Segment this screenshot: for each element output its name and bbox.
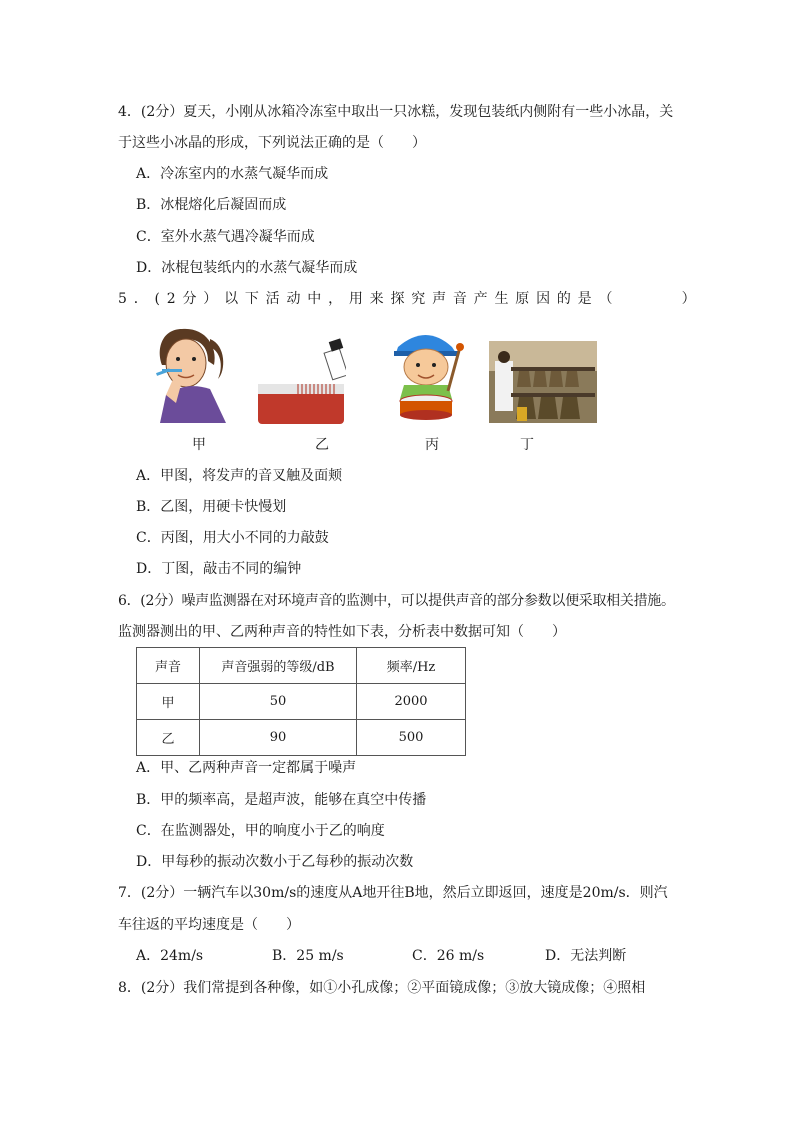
figure-comb-card xyxy=(256,338,346,428)
q6-stem-line1: 6．(2分）噪声监测器在对环境声音的监测中，可以提供声音的部分参数以便采取相关措施。 xyxy=(118,593,675,609)
q6-stem-line2: 监测器测出的甲、乙两种声音的特性如下表，分析表中数据可知（ ） xyxy=(118,624,566,640)
q5-option-b: B．乙图，用硬卡快慢划 xyxy=(136,499,287,515)
table-cell: 500 xyxy=(357,720,466,756)
q5-option-d: D．丁图，敲击不同的编钟 xyxy=(136,561,302,577)
q8-stem-line1: 8．(2分）我们常提到各种像，如①小孔成像；②平面镜成像；③放大镜成像；④照相 xyxy=(118,980,646,996)
q6-sound-table xyxy=(136,647,466,756)
q4-stem-line1: 4．(2分）夏天，小刚从冰箱冷冻室中取出一只冰糕，发现包装纸内侧附有一些小冰晶，关 xyxy=(118,104,674,120)
table-row xyxy=(137,684,466,720)
figure-label-ding: 丁 xyxy=(520,437,534,453)
figure-label-bing: 丙 xyxy=(425,437,439,453)
table-cell: 乙 xyxy=(137,720,200,756)
q5-stem: 5．(2分）以下活动中，用来探究声音产生原因的是（ ） xyxy=(118,291,703,307)
q5-option-a: A．甲图，将发声的音叉触及面颊 xyxy=(136,468,343,484)
q7-stem-line2: 车往返的平均速度是（ ） xyxy=(118,917,300,933)
q6-option-a: A．甲、乙两种声音一定都属于噪声 xyxy=(136,760,357,776)
q7-option-d: D．无法判断 xyxy=(545,948,627,964)
table-row xyxy=(137,720,466,756)
q6-option-b: B．甲的频率高，是超声波，能够在真空中传播 xyxy=(136,792,427,808)
q4-option-a: A．冷冻室内的水蒸气凝华而成 xyxy=(136,166,329,182)
table-header-cell: 声音强弱的等级/dB xyxy=(200,648,357,684)
table-header-cell: 声音 xyxy=(137,648,200,684)
q5-option-c: C．丙图，用大小不同的力敲鼓 xyxy=(136,530,329,546)
q4-option-c: C．室外水蒸气遇冷凝华而成 xyxy=(136,229,315,245)
q6-option-d: D．甲每秒的振动次数小于乙每秒的振动次数 xyxy=(136,854,414,870)
figure-label-yi: 乙 xyxy=(315,437,329,453)
q7-option-c: C．26 m/s xyxy=(412,948,485,964)
figure-girl-tuning-fork xyxy=(152,325,232,425)
q4-option-b: B．冰棍熔化后凝固而成 xyxy=(136,197,287,213)
figure-child-drum xyxy=(386,325,466,420)
q6-option-c: C．在监测器处，甲的响度小于乙的响度 xyxy=(136,823,385,839)
table-header-row xyxy=(137,648,466,684)
figure-bianzhong-bells xyxy=(489,341,597,423)
figure-label-jia: 甲 xyxy=(192,437,206,453)
q4-stem-line2: 于这些小冰晶的形成，下列说法正确的是（ ） xyxy=(118,135,426,151)
table-cell: 50 xyxy=(200,684,357,720)
table-cell: 2000 xyxy=(357,684,466,720)
q7-stem-line1: 7．(2分）一辆汽车以30m/s的速度从A地开往B地，然后立即返回，速度是20m/s．则汽 xyxy=(118,885,668,901)
table-header-cell: 频率/Hz xyxy=(357,648,466,684)
q7-option-a: A．24m/s xyxy=(136,948,204,964)
table-cell: 90 xyxy=(200,720,357,756)
table-cell: 甲 xyxy=(137,684,200,720)
q7-option-b: B．25 m/s xyxy=(272,948,344,964)
q4-option-d: D．冰棍包装纸内的水蒸气凝华而成 xyxy=(136,260,358,276)
